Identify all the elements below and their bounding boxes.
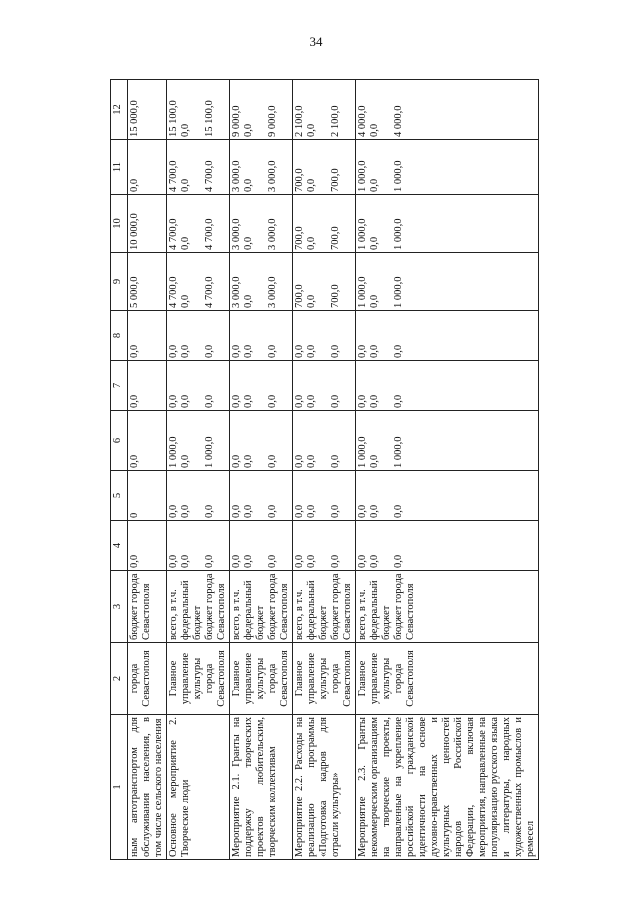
table-row — [230, 80, 293, 860]
value-line: 0,0 — [369, 178, 380, 192]
executor-cell: Главное управление культуры города Севастополя — [167, 643, 230, 715]
value-cell — [230, 253, 293, 311]
value-line: 0,0 — [168, 504, 179, 518]
value-cell — [230, 471, 293, 521]
value-line: 0,0 — [294, 344, 305, 358]
value-line: 4 000,0 — [357, 105, 368, 137]
spacer — [192, 523, 204, 568]
spacer — [318, 255, 330, 308]
spacer — [255, 313, 267, 358]
funding-source-line: бюджет города Севастополя — [204, 573, 227, 640]
value-line: 0,0 — [180, 123, 191, 137]
measure-description: Основное мероприятие 2. Творческие люди — [167, 715, 230, 860]
value-line: 0,0 — [294, 554, 305, 568]
value-cell — [230, 311, 293, 361]
value-line: 0,0 — [267, 504, 278, 518]
column-header: 1 — [111, 715, 128, 860]
value-cell — [356, 471, 539, 521]
value-cell — [230, 361, 293, 411]
value-line: 0,0 — [369, 236, 380, 250]
value-cell — [128, 80, 167, 140]
value-line: 0,0 — [243, 294, 254, 308]
value-line: 0,0 — [231, 344, 242, 358]
value-line: 3 000,0 — [267, 276, 278, 308]
value-line: 700,0 — [330, 226, 341, 250]
page-number: 34 — [309, 34, 323, 49]
value-line: 0,0 — [294, 504, 305, 518]
value-line: 15 100,0 — [168, 100, 179, 137]
value-cell — [128, 195, 167, 253]
funding-source-line: всего, в т.ч. — [294, 589, 305, 640]
value-cell — [293, 521, 356, 571]
funding-source-line: федеральный бюджет — [180, 580, 203, 640]
value-line: 0,0 — [243, 123, 254, 137]
value-line: 0,0 — [306, 123, 317, 137]
value-line: 0,0 — [267, 344, 278, 358]
value-line: 0,0 — [180, 294, 191, 308]
spacer — [318, 197, 330, 250]
column-header: 5 — [111, 471, 128, 521]
spacer — [318, 82, 330, 137]
column-header: 12 — [111, 80, 128, 140]
funding-source-cell — [167, 571, 230, 643]
value-line: 1 000,0 — [357, 276, 368, 308]
value-cell — [167, 411, 230, 471]
value-cell — [167, 80, 230, 140]
funding-source-cell: бюджет города Севастополя — [128, 571, 167, 643]
value-line: 0,0 — [306, 236, 317, 250]
measure-description: Мероприятие 2.1. Гранты на поддержку творческих проектов любительским, творческим коллективам — [230, 715, 293, 860]
value-line: 15 100,0 — [204, 100, 215, 137]
table-row — [356, 80, 539, 860]
value-cell — [167, 253, 230, 311]
column-header: 4 — [111, 521, 128, 571]
funding-source-cell — [230, 571, 293, 643]
header-row — [111, 80, 128, 860]
spacer — [318, 413, 330, 468]
value-cell — [293, 80, 356, 140]
spacer — [192, 473, 204, 518]
value-line: 0,0 — [369, 123, 380, 137]
value-line: 3 000,0 — [267, 160, 278, 192]
value-cell — [167, 471, 230, 521]
value-line: 0,0 — [267, 554, 278, 568]
value-line: 1 000,0 — [168, 436, 179, 468]
spacer — [192, 197, 204, 250]
value-cell — [356, 311, 539, 361]
value-line: 0,0 — [393, 504, 404, 518]
value-line: 0,0 — [204, 394, 215, 408]
column-header: 6 — [111, 411, 128, 471]
spacer — [255, 363, 267, 408]
value-line: 4 700,0 — [204, 160, 215, 192]
value-line: 0,0 — [204, 554, 215, 568]
value-cell — [230, 140, 293, 195]
value-line: 0,0 — [369, 454, 380, 468]
value-line: 0,0 — [357, 344, 368, 358]
value-cell — [356, 80, 539, 140]
spacer — [255, 473, 267, 518]
value-line: 0,0 — [357, 394, 368, 408]
value-line: 0,0 — [357, 504, 368, 518]
spacer — [381, 363, 393, 408]
spacer — [318, 523, 330, 568]
value-line: 0,0 — [330, 504, 341, 518]
value-cell — [293, 140, 356, 195]
budget-table — [110, 79, 539, 860]
funding-source-line: всего, в т.ч. — [168, 589, 179, 640]
value-line: 9 000,0 — [231, 105, 242, 137]
value-line: 0,0 — [168, 554, 179, 568]
value-line: 3 000,0 — [231, 276, 242, 308]
spacer — [192, 82, 204, 137]
value-line: 10 000,0 — [129, 213, 140, 250]
value-line: 0 — [129, 512, 140, 518]
value-line: 9 000,0 — [267, 105, 278, 137]
value-cell — [356, 253, 539, 311]
value-line: 0,0 — [231, 454, 242, 468]
value-line: 0,0 — [393, 554, 404, 568]
value-line: 0,0 — [369, 554, 380, 568]
value-cell — [356, 361, 539, 411]
spacer — [318, 363, 330, 408]
table-container — [110, 80, 590, 860]
funding-source-line: бюджет города Севастополя — [330, 573, 353, 640]
value-cell — [356, 411, 539, 471]
value-line: 700,0 — [294, 168, 305, 192]
column-header: 11 — [111, 140, 128, 195]
spacer — [192, 255, 204, 308]
value-line: 0,0 — [129, 454, 140, 468]
spacer — [255, 82, 267, 137]
executor-cell: Главное управление культуры города Севастополя — [230, 643, 293, 715]
value-cell — [230, 521, 293, 571]
value-line: 0,0 — [231, 554, 242, 568]
value-cell — [128, 311, 167, 361]
value-line: 0,0 — [357, 554, 368, 568]
value-line: 0,0 — [330, 344, 341, 358]
spacer — [192, 142, 204, 192]
value-line: 15 000,0 — [129, 100, 140, 137]
column-header: 9 — [111, 253, 128, 311]
value-line: 700,0 — [294, 226, 305, 250]
value-line: 0,0 — [243, 236, 254, 250]
value-line: 0,0 — [369, 294, 380, 308]
spacer — [318, 473, 330, 518]
value-line: 0,0 — [369, 394, 380, 408]
value-line: 1 000,0 — [393, 276, 404, 308]
table-row — [293, 80, 356, 860]
value-cell — [356, 140, 539, 195]
spacer — [381, 197, 393, 250]
value-line: 1 000,0 — [393, 218, 404, 250]
value-line: 3 000,0 — [231, 218, 242, 250]
spacer — [318, 142, 330, 192]
value-line: 0,0 — [306, 294, 317, 308]
value-line: 0,0 — [168, 344, 179, 358]
spacer — [381, 142, 393, 192]
value-line: 0,0 — [393, 394, 404, 408]
spacer — [192, 363, 204, 408]
value-cell — [128, 411, 167, 471]
spacer — [192, 413, 204, 468]
spacer — [381, 313, 393, 358]
value-line: 0,0 — [330, 454, 341, 468]
spacer — [255, 197, 267, 250]
value-cell — [128, 361, 167, 411]
measure-description: Мероприятие 2.3. Гранты некоммерческим организациям на творческие проекты, направленные на укрепление российской гражданской идентичности на основе духовно-нравственных и культурных ценностей народов Российской Федерации, включая мероприятия, направленные на популяризацию русского языка и литературы, народных художественных промыслов и ремесел — [356, 715, 539, 860]
value-line: 0,0 — [330, 394, 341, 408]
value-line: 0,0 — [306, 178, 317, 192]
column-header: 2 — [111, 643, 128, 715]
value-cell — [356, 521, 539, 571]
spacer — [255, 523, 267, 568]
executor-cell: Главное управление культуры города Севастополя — [356, 643, 539, 715]
value-line: 700,0 — [330, 284, 341, 308]
value-line: 0,0 — [243, 504, 254, 518]
spacer — [255, 142, 267, 192]
value-cell — [230, 411, 293, 471]
funding-source-line: федеральный бюджет — [369, 580, 392, 640]
value-line: 0,0 — [243, 454, 254, 468]
value-line: 0,0 — [243, 178, 254, 192]
value-cell — [128, 521, 167, 571]
value-line: 1 000,0 — [393, 436, 404, 468]
value-line: 0,0 — [180, 394, 191, 408]
value-cell — [128, 471, 167, 521]
column-header: 3 — [111, 571, 128, 643]
value-line: 3 000,0 — [231, 160, 242, 192]
value-line: 0,0 — [306, 504, 317, 518]
value-line: 0,0 — [306, 554, 317, 568]
value-line: 0,0 — [231, 394, 242, 408]
value-cell — [293, 253, 356, 311]
funding-source-line: федеральный бюджет — [306, 580, 329, 640]
spacer — [381, 82, 393, 137]
value-line: 0,0 — [243, 554, 254, 568]
table-row — [128, 80, 167, 860]
value-line: 1 000,0 — [357, 160, 368, 192]
value-cell — [167, 195, 230, 253]
value-cell — [167, 311, 230, 361]
value-line: 0,0 — [129, 344, 140, 358]
value-line: 1 000,0 — [393, 160, 404, 192]
value-cell — [293, 361, 356, 411]
funding-source-line: федеральный бюджет — [243, 580, 266, 640]
value-line: 4 700,0 — [168, 276, 179, 308]
value-line: 0,0 — [231, 504, 242, 518]
value-cell — [167, 140, 230, 195]
value-line: 0,0 — [180, 236, 191, 250]
column-header: 10 — [111, 195, 128, 253]
value-line: 0,0 — [306, 344, 317, 358]
value-line: 0,0 — [306, 394, 317, 408]
value-cell — [293, 195, 356, 253]
value-line: 0,0 — [267, 394, 278, 408]
value-cell — [167, 521, 230, 571]
value-line: 0,0 — [129, 394, 140, 408]
value-line: 0,0 — [306, 454, 317, 468]
funding-source-line: бюджет города Севастополя — [393, 573, 416, 640]
value-line: 1 000,0 — [204, 436, 215, 468]
spacer — [381, 413, 393, 468]
value-line: 4 700,0 — [204, 218, 215, 250]
value-cell — [128, 253, 167, 311]
value-line: 0,0 — [180, 178, 191, 192]
value-line: 0,0 — [129, 554, 140, 568]
funding-source-line: всего, в т.ч. — [231, 589, 242, 640]
value-line: 700,0 — [330, 168, 341, 192]
value-line: 700,0 — [294, 284, 305, 308]
table-body — [128, 80, 539, 860]
value-cell — [293, 411, 356, 471]
column-header: 7 — [111, 361, 128, 411]
value-line: 0,0 — [243, 344, 254, 358]
value-line: 0,0 — [294, 454, 305, 468]
value-cell — [356, 195, 539, 253]
value-line: 2 100,0 — [330, 105, 341, 137]
spacer — [192, 313, 204, 358]
value-cell — [293, 471, 356, 521]
column-header: 8 — [111, 311, 128, 361]
value-line: 1 000,0 — [357, 218, 368, 250]
value-line: 0,0 — [393, 344, 404, 358]
value-line: 4 000,0 — [393, 105, 404, 137]
table-row — [167, 80, 230, 860]
spacer — [381, 255, 393, 308]
spacer — [381, 523, 393, 568]
value-cell — [167, 361, 230, 411]
value-line: 1 000,0 — [357, 436, 368, 468]
value-line: 0,0 — [267, 454, 278, 468]
value-line: 2 100,0 — [294, 105, 305, 137]
value-line: 0,0 — [180, 504, 191, 518]
value-line: 4 700,0 — [204, 276, 215, 308]
value-line: 4 700,0 — [168, 160, 179, 192]
funding-source-line: бюджет города Севастополя — [267, 573, 290, 640]
value-line: 0,0 — [204, 504, 215, 518]
spacer — [255, 255, 267, 308]
funding-source-cell — [293, 571, 356, 643]
executor-cell: города Севастополя — [128, 643, 167, 715]
value-line: 0,0 — [180, 454, 191, 468]
funding-source-line: всего, в т.ч. — [357, 589, 368, 640]
value-line: 0,0 — [243, 394, 254, 408]
value-line: 0,0 — [330, 554, 341, 568]
funding-source-cell — [356, 571, 539, 643]
value-line: 0,0 — [204, 344, 215, 358]
value-line: 3 000,0 — [267, 218, 278, 250]
value-line: 0,0 — [369, 504, 380, 518]
value-line: 4 700,0 — [168, 218, 179, 250]
value-cell — [293, 311, 356, 361]
value-cell — [128, 140, 167, 195]
value-line: 0,0 — [168, 394, 179, 408]
spacer — [255, 413, 267, 468]
measure-description: ным автотранспортом для обслуживания населения, в том числе сельского населения — [128, 715, 167, 860]
value-cell — [230, 195, 293, 253]
spacer — [318, 313, 330, 358]
value-line: 0,0 — [129, 178, 140, 192]
value-line: 0,0 — [369, 344, 380, 358]
measure-description: Мероприятие 2.2. Расходы на реализацию программы «Подготовка кадров для отрасли культуры» — [293, 715, 356, 860]
value-line: 5 000,0 — [129, 276, 140, 308]
value-line: 0,0 — [294, 394, 305, 408]
spacer — [381, 473, 393, 518]
value-cell — [230, 80, 293, 140]
value-line: 0,0 — [180, 554, 191, 568]
executor-cell: Главное управление культуры города Севастополя — [293, 643, 356, 715]
value-line: 0,0 — [180, 344, 191, 358]
